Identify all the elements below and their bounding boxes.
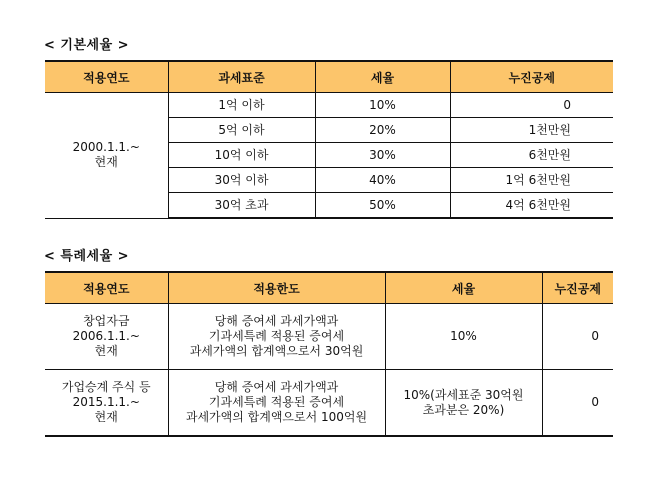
limit-line: 과세가액의 합계액으로서 30억원 xyxy=(189,344,364,358)
col-header-deduction: 누진공제 xyxy=(450,61,613,93)
rate-cell: 30% xyxy=(315,143,450,168)
deduction-cell: 0 xyxy=(450,93,613,118)
year-cell xyxy=(45,93,168,219)
rate-cell: 10% xyxy=(315,93,450,118)
limit-line: 당해 증여세 과세가액과 xyxy=(214,314,339,328)
limit-cell xyxy=(168,304,385,370)
year-cell xyxy=(45,370,168,437)
tax-base-cell: 30억 이하 xyxy=(168,168,315,193)
col-header-year: 적용연도 xyxy=(45,272,168,304)
col-header-year: 적용연도 xyxy=(45,61,168,93)
tax-base-cell: 1억 이하 xyxy=(168,93,315,118)
header-row xyxy=(45,272,613,304)
deduction-cell: 6천만원 xyxy=(450,143,613,168)
rate-line: 초과분은 20%) xyxy=(422,402,505,417)
table-row xyxy=(45,93,613,118)
basic-rate-table xyxy=(45,60,613,219)
rate-cell xyxy=(385,370,542,437)
year-line: 2015.1.1.~ xyxy=(72,395,140,409)
rate-cell: 50% xyxy=(315,193,450,219)
year-line: 창업자금 xyxy=(83,314,130,328)
col-header-limit: 적용한도 xyxy=(168,272,385,304)
special-rate-table xyxy=(45,271,613,437)
tax-base-cell: 30억 초과 xyxy=(168,193,315,219)
limit-line: 과세가액의 합계액으로서 100억원 xyxy=(185,410,368,424)
table-row xyxy=(45,370,613,437)
deduction-cell: 4억 6천만원 xyxy=(450,193,613,219)
col-header-deduction: 누진공제 xyxy=(542,272,613,304)
year-cell xyxy=(45,304,168,370)
rate-cell: 20% xyxy=(315,118,450,143)
rate-cell xyxy=(385,304,542,370)
year-line: 가업승계 주식 등 xyxy=(61,380,151,394)
rate-line: 10% xyxy=(450,329,477,343)
col-header-tax-base: 과세표준 xyxy=(168,61,315,93)
limit-cell xyxy=(168,370,385,437)
year-line: 현재 xyxy=(94,410,118,424)
deduction-cell: 0 xyxy=(542,370,613,437)
year-line: 현재 xyxy=(94,155,118,170)
limit-line: 당해 증여세 과세가액과 xyxy=(214,380,339,394)
deduction-cell: 1억 6천만원 xyxy=(450,168,613,193)
header-row xyxy=(45,61,613,93)
rate-line: 10%(과세표준 30억원 xyxy=(403,387,524,402)
col-header-rate: 세율 xyxy=(385,272,542,304)
limit-line: 기과세특례 적용된 증여세 xyxy=(208,395,345,409)
special-rate-title: < 특례세율 > xyxy=(44,249,130,264)
col-header-rate: 세율 xyxy=(315,61,450,93)
rate-cell: 40% xyxy=(315,168,450,193)
deduction-cell: 0 xyxy=(542,304,613,370)
year-line: 현재 xyxy=(94,344,118,358)
tax-base-cell: 5억 이하 xyxy=(168,118,315,143)
limit-line: 기과세특례 적용된 증여세 xyxy=(208,329,345,343)
tax-base-cell: 10억 이하 xyxy=(168,143,315,168)
year-line: 2006.1.1.~ xyxy=(72,329,140,343)
deduction-cell: 1천만원 xyxy=(450,118,613,143)
year-line: 2000.1.1.~ xyxy=(72,140,140,155)
table-row xyxy=(45,304,613,370)
basic-rate-title: < 기본세율 > xyxy=(44,38,130,53)
